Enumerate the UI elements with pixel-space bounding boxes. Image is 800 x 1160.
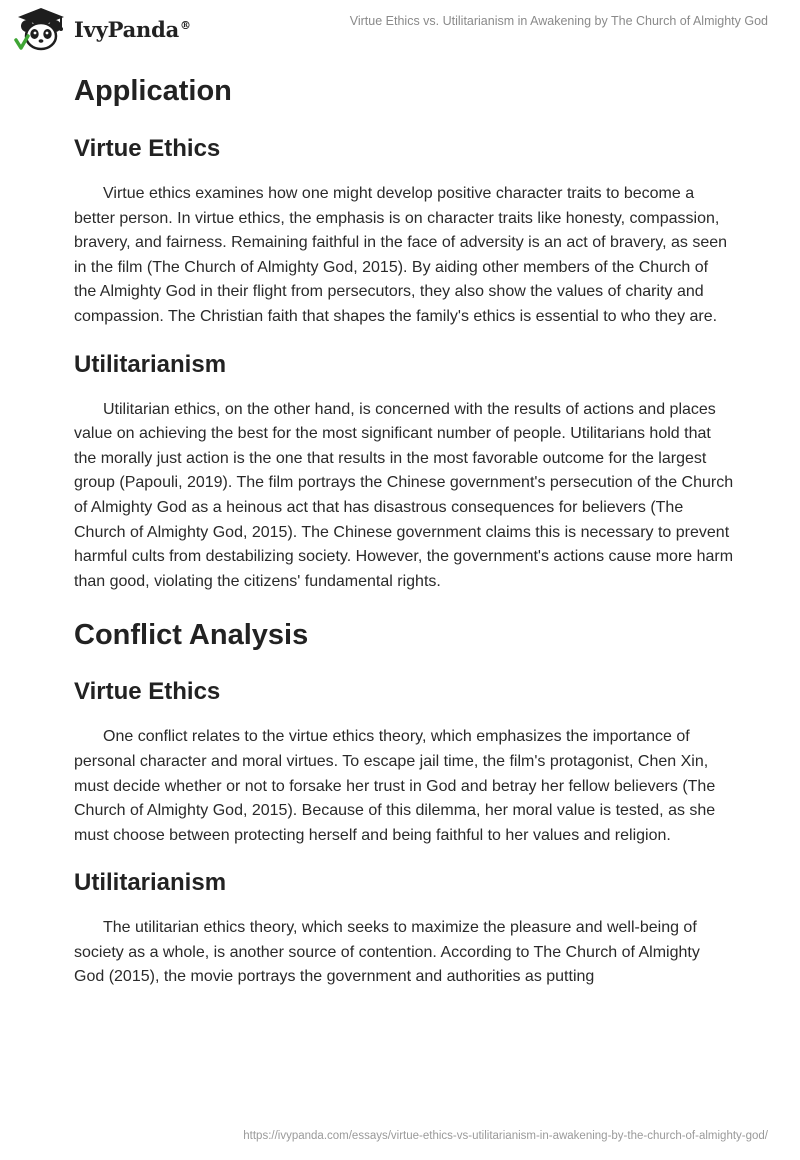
paragraph-conflict-utilitarianism: The utilitarian ethics theory, which seeks to maximize the pleasure and well-being of society as a whole, is another source of contention. According to The Church of Almighty God (2015), the movie portrays the government and authorities as putting xyxy=(74,919,700,986)
subheading-utilitarianism: Utilitarianism xyxy=(74,350,227,378)
section-heading-application: Application xyxy=(74,75,232,107)
subheading-conflict-utilitarianism: Utilitarianism xyxy=(74,869,227,897)
document-title: Virtue Ethics vs. Utilitarianism in Awakening by The Church of Almighty God xyxy=(349,14,768,28)
section-heading-conflict-analysis: Conflict Analysis xyxy=(74,619,309,652)
paragraph-utilitarianism: Utilitarian ethics, on the other hand, is concerned with the results of actions and places value on achieving the best for the most significant number of people. Utilitarians hold that the morally just action is the one that results in the most favorable outcome for the largest group (Papouli, 2019). The film portrays the Chinese government's persecution of the Church of Almighty God as a heinous act that has disastrous consequences for believers (The Church of Almighty God, 2015). The Chinese government claims this is necessary to prevent harmful cults from destabilizing society. However, the government's actions cause more harm than good, violating the citizens' fundamental rights. xyxy=(74,400,734,590)
paragraph-virtue-ethics: Virtue ethics examines how one might develop positive character traits to become a better person. In virtue ethics, the emphasis is on character traits like honesty, compassion, bravery, and fairness. Remaining faithful in the face of adversity is an act of bravery, as seen in the film (The Church of Almighty God, 2015). By aiding other members of the Church of the Almighty God in their flight from persecutors, they also show the values of charity and compassion. The Christian faith that shapes the family's ethics is essential to who they are. xyxy=(74,185,728,325)
page-header xyxy=(0,0,800,62)
brand-name: IvyPanda® xyxy=(74,16,191,42)
subheading-conflict-virtue-ethics: Virtue Ethics xyxy=(74,678,221,706)
source-url[interactable]: https://ivypanda.com/essays/virtue-ethics-vs-utilitarianism-in-awakening-by-the-church-of-almighty-god/ xyxy=(243,1130,768,1142)
ivypanda-logo[interactable] xyxy=(14,6,191,52)
panda-logo-icon xyxy=(14,6,68,52)
paragraph-conflict-virtue-ethics: One conflict relates to the virtue ethics theory, which emphasizes the importance of personal character and moral virtues. To escape jail time, the film's protagonist, Chen Xin, must decide whether or not to forsake her trust in God and betray her fellow believers (The Church of Almighty God, 2015). Because of this dilemma, her moral value is tested, as she must choose between protecting herself and being faithful to her values and religion. xyxy=(74,728,716,844)
essay-body xyxy=(74,70,734,990)
subheading-virtue-ethics: Virtue Ethics xyxy=(74,135,221,162)
